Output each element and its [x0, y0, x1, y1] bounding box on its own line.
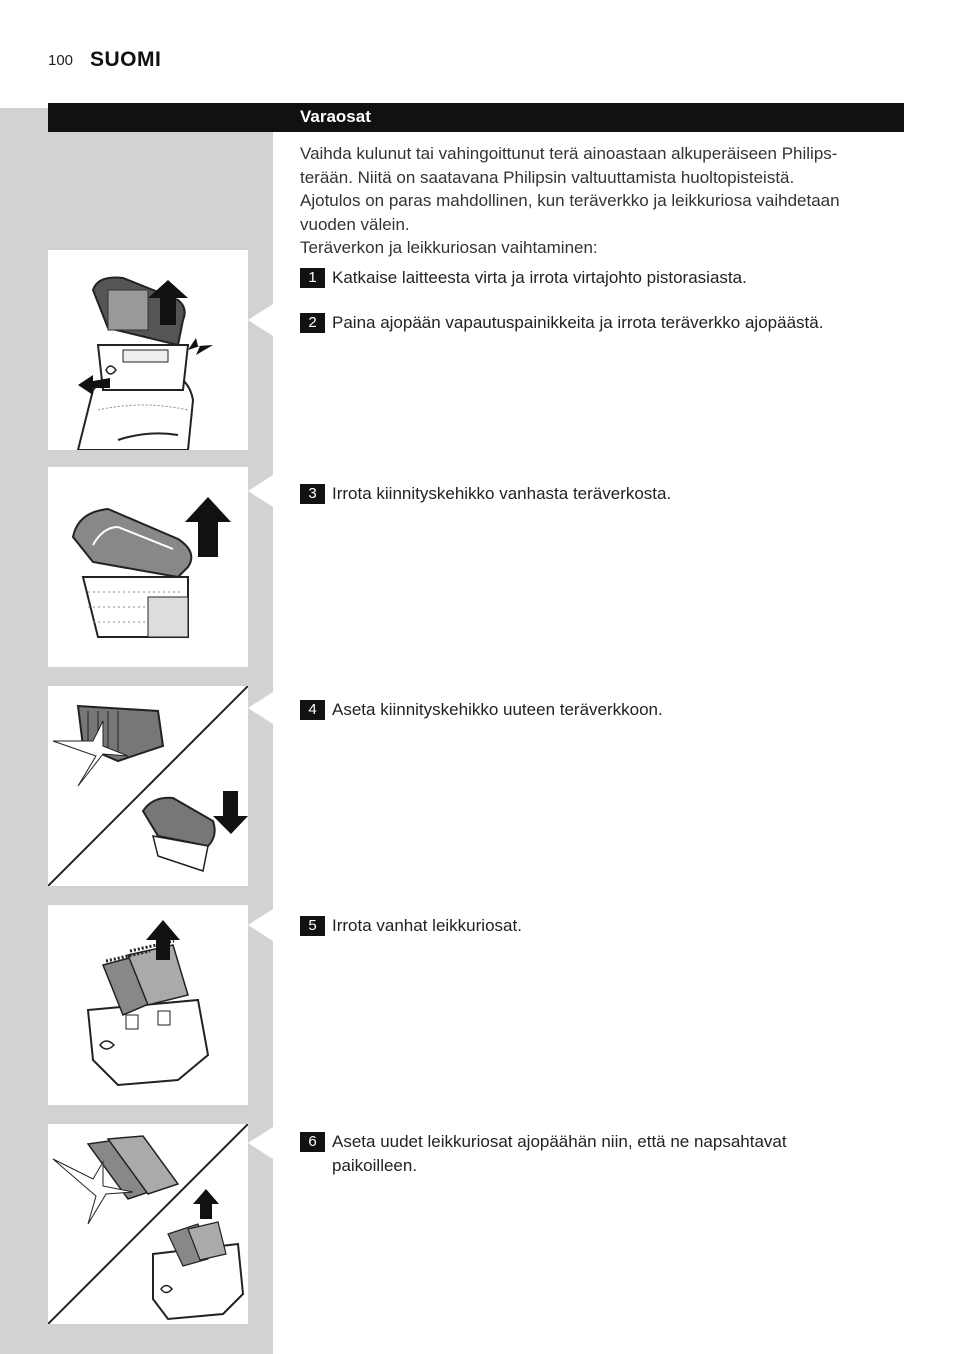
step-text: Paina ajopään vapautuspainikkeita ja irrota teräverkko ajopäästä.: [332, 313, 824, 332]
step-5: [300, 914, 890, 938]
step-4: [300, 698, 890, 722]
step-number: 2: [300, 313, 325, 333]
step-text: Aseta uudet leikkuriosat ajopäähän niin, että ne napsahtavat paikoilleen.: [332, 1132, 787, 1175]
illustration-panel-2: [48, 467, 248, 667]
shaver-head-release-icon: [48, 250, 248, 450]
step-number: 3: [300, 484, 325, 504]
intro-text: [300, 142, 890, 260]
step-number: 6: [300, 1132, 325, 1152]
step-text: Katkaise laitteesta virta ja irrota virtajohto pistorasiasta.: [332, 268, 747, 287]
panel-pointer: [248, 475, 273, 507]
intro-paragraph-3: Teräverkon ja leikkuriosan vaihtaminen:: [300, 238, 598, 257]
intro-paragraph-2: Ajotulos on paras mahdollinen, kun teräverkko ja leikkuriosa vaihdetaan vuoden välein.: [300, 191, 840, 234]
illustration-panel-1: [48, 250, 248, 450]
step-text: Aseta kiinnityskehikko uuteen teräverkkoon.: [332, 700, 663, 719]
panel-pointer: [248, 1127, 273, 1159]
language-heading: SUOMI: [90, 48, 162, 71]
step-text: Irrota vanhat leikkuriosat.: [332, 916, 522, 935]
intro-paragraph-1: Vaihda kulunut tai vahingoittunut terä ainoastaan alkuperäiseen Philips-terään. Niitä on saatavana Philipsin valtuuttamista huoltopisteistä.: [300, 144, 838, 187]
step-6: [300, 1130, 840, 1178]
step-3: [300, 482, 890, 506]
panel-pointer: [248, 909, 273, 941]
cutter-insert-icon: [48, 1124, 248, 1324]
step-1: [300, 266, 890, 290]
panel-pointer: [248, 304, 273, 336]
step-text: Irrota kiinnityskehikko vanhasta teräverkosta.: [332, 484, 672, 503]
illustration-panel-5: [48, 1124, 248, 1324]
retaining-frame-removal-icon: [48, 467, 248, 667]
cutter-removal-icon: [48, 905, 248, 1105]
step-number: 4: [300, 700, 325, 720]
step-number: 1: [300, 268, 325, 288]
illustration-panel-3: [48, 686, 248, 886]
retaining-frame-attach-icon: [48, 686, 248, 886]
section-title: Varaosat: [300, 107, 371, 126]
panel-pointer: [248, 692, 273, 724]
section-header-bar: [48, 103, 904, 132]
illustration-panel-4: [48, 905, 248, 1105]
step-2: [300, 311, 890, 335]
page-number: 100: [48, 52, 74, 69]
step-number: 5: [300, 916, 325, 936]
